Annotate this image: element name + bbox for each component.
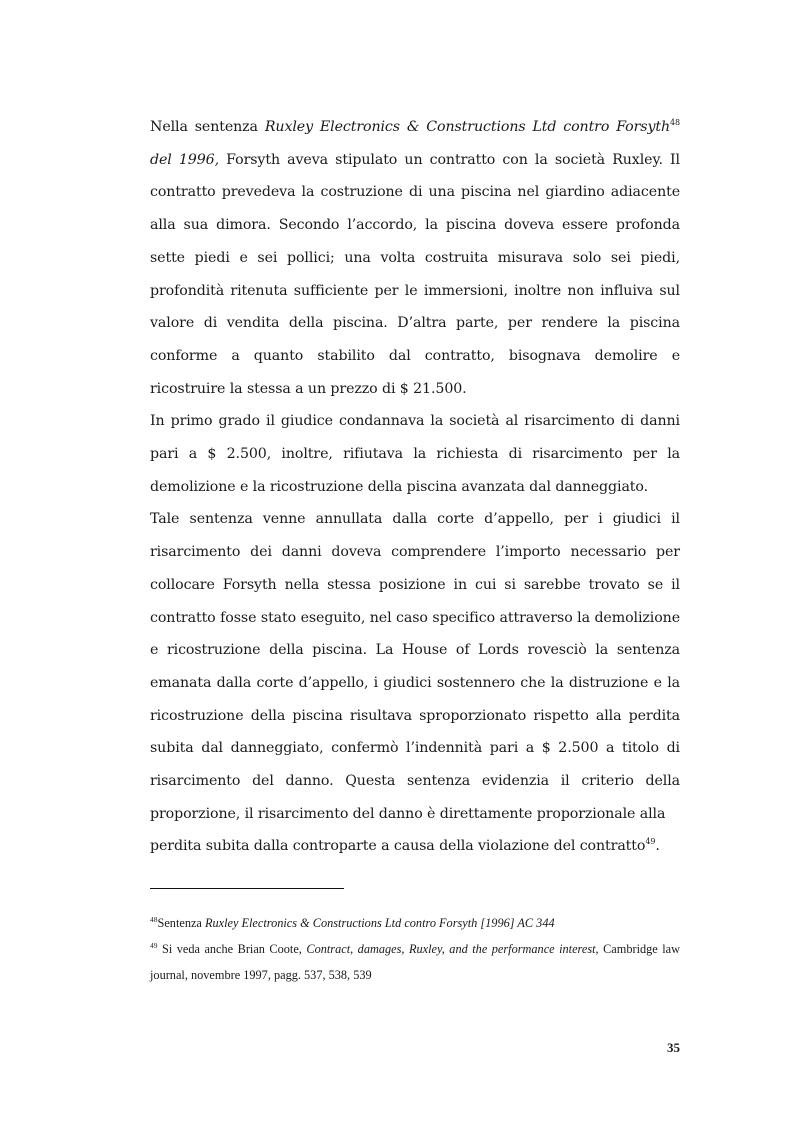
- footnote-separator: [150, 888, 344, 889]
- footnote-number: 48: [150, 915, 158, 924]
- paragraph-3: Tale sentenza venne annullata dalla corte d’appello, per i giudici il risarcimento dei danni doveva comprendere l’importo necessario per collocare Forsyth nella stessa posizione in cui si sarebbe trovato se il contratto fosse stato eseguito, nel caso specifico attraverso la demolizione e ricostruzione della piscina. La House of Lords rovesciò la sentenza emanata dalla corte d’appello, i giudici sostennero che la distruzione e la ricostruzione della piscina risultava sproporzionato rispetto alla perdita subita dal danneggiato, confermò l’indennità pari a $ 2.500 a titolo di risarcimento del danno. Questa sentenza evidenzia il criterio della proporzione, il risarcimento del danno è direttamente proporzionale alla: [150, 511, 680, 822]
- paragraph-2: In primo grado il giudice condannava la società al risarcimento di danni pari a $ 2.500, inoltre, rifiutava la richiesta di risarcimento per la demolizione e la ricostruzione della piscina avanzata dal danneggiato.: [150, 413, 680, 495]
- footnote-prefix: Si veda anche Brian Coote,: [157, 942, 307, 956]
- footnote-49: [150, 936, 680, 988]
- p3-last-line: perdita subita dalla controparte a causa della violazione del contratto: [150, 838, 646, 855]
- footnote-ref-48[interactable]: 48: [670, 118, 680, 127]
- page-number: 35: [667, 1040, 680, 1055]
- paragraph-1: [150, 111, 680, 405]
- footnote-italic: Ruxley Electronics & Constructions Ltd contro Forsyth [1996] AC 344: [204, 916, 555, 930]
- case-year: del 1996,: [150, 151, 219, 168]
- footnote-ref-49[interactable]: 49: [645, 837, 656, 847]
- footnote-48: [150, 910, 680, 936]
- footnote-number: 49: [150, 941, 158, 950]
- p1-text-after: Forsyth aveva stipulato un contratto con la società Ruxley. Il contratto prevedeva la costruzione di una piscina nel giardino adiacente alla sua dimora. Secondo l’accordo, la piscina doveva essere profonda sette piedi e sei pollici; una volta costruita misurava solo sei piedi, profondità ritenuta sufficiente per le immersioni, inoltre non influiva sul valore di vendita della piscina. D’altra parte, per rendere la piscina conforme a quanto stabilito dal contratto, bisognava demolire e ricostruire la stessa a un prezzo di $ 21.500.: [150, 151, 680, 397]
- footnotes: [150, 910, 680, 988]
- paragraph-3-last-line: [150, 830, 680, 863]
- footnote-italic: Contract, damages, Ruxley, and the performance interest: [306, 942, 596, 956]
- p3-end: .: [655, 838, 660, 855]
- footnote-suffix: , Cambridge law journal, novembre 1997, pagg. 537, 538, 539: [150, 942, 680, 982]
- main-text: [150, 111, 680, 863]
- footnote-prefix: Sentenza: [157, 916, 205, 930]
- case-name: Ruxley Electronics & Constructions Ltd contro Forsyth: [264, 119, 671, 135]
- p1-text-before: Nella sentenza: [150, 119, 265, 135]
